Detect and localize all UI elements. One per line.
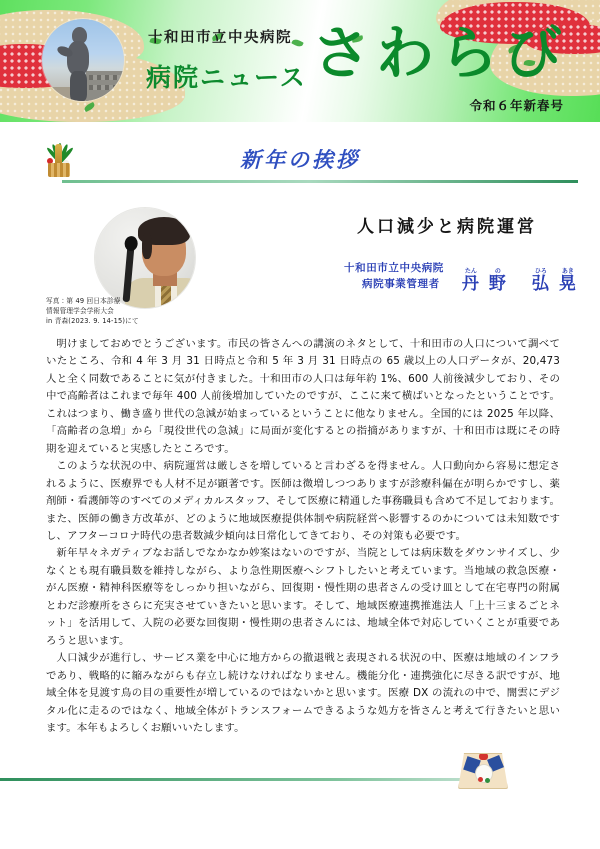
hagoita-red-dot — [478, 777, 483, 782]
footer-ornament — [0, 751, 600, 791]
furigana: たん — [464, 267, 477, 275]
byline-row — [300, 260, 592, 293]
article-body — [46, 336, 560, 737]
furigana: の — [494, 267, 501, 275]
issue-label: 令和６年新春号 — [469, 98, 564, 113]
footer-divider — [0, 778, 478, 781]
section-divider — [62, 180, 578, 183]
statue-photo — [42, 19, 124, 101]
section-title: 新年の挨拶 — [240, 147, 360, 172]
author-name-char — [559, 269, 577, 293]
kanji: 晃 — [558, 273, 577, 294]
masthead-banner — [0, 0, 600, 122]
furigana: ひろ — [534, 267, 547, 275]
body-paragraph: 新年早々ネガティブなお話しでなかなか妙案はないのですが、当院としては病床数をダウンサイズし、少なくとも現有職員数を維持しながら、より急性期医療へシフトしたいと考えています。当地域の救急医療・がん医療・精神科医療等をしっかり担いながら、回復期・慢性期の患者さんの受け皿として在宅専門の附属とわだ診療所をさらに充実させていきたいと思います。そして、地域医療連携推進法人「上十三まるごとネット」を活用して、入院の必要な回復期・慢性期の患者さんには、地域全体で対応していくことが重要であろうと思います。 — [46, 547, 560, 647]
furigana: あき — [561, 267, 574, 275]
kanji: 弘 — [531, 273, 550, 294]
hagoita-new-year-icon — [458, 753, 508, 789]
newsletter-title: さわらび — [312, 19, 569, 87]
author-name-char — [489, 269, 507, 293]
byline-position: 病院事業管理者 — [362, 278, 440, 291]
author-name-char — [532, 269, 550, 293]
byline-org-column — [322, 260, 444, 293]
statue-legs — [70, 71, 87, 101]
article-byline — [300, 260, 592, 293]
photo-caption-line: 情報管理学会学術大会 — [46, 307, 114, 316]
kanji: 野 — [488, 273, 507, 294]
statue-torso — [67, 41, 89, 75]
kanji: 丹 — [461, 273, 480, 294]
newsletter-label: 病院ニュース — [146, 63, 307, 92]
byline-organization: 十和田市立中央病院 — [344, 262, 444, 274]
body-paragraph: このような状況の中、病院運営は厳しさを増していると言わざるを得ません。人口動向から容易に想定されるように、医療界でも人材不足が顕著です。医師は微増しつつありますが診療科偏在が明らかですし、薬剤師・看護師等のすべてのメディカルスタッフ、そして医療に精通した事務職員も含めて不足しております。また、医師の働き方改革が、どのように地域医療提供体制や病院経営へ影響するのかについては未知数ですし、アフターコロナ時代の患者数減少傾向は日常化してきており、その対策も必要です。 — [46, 460, 560, 542]
section-band — [0, 138, 600, 194]
author-portrait-photo — [95, 208, 195, 308]
hagoita-top-accent — [479, 753, 488, 760]
body-paragraph: 明けましておめでとうございます。市民の皆さんへの講演のネタとして、十和田市の人口について調べていたところ、令和 4 年 3 月 31 日時点と令和 5 年 3 月 31 日時点の 65 歳以上の人口データが、20,473 人と全く同数であることに気が付きました。十和田市の人口は毎年約 1%、600 人前後減少しており、その中で高齢者はこれまで毎年 400 人前後増加していたのですが、ここに来て横ばいとなったということです。これはつまり、働き盛り世代の急減が始まっているということに他なりません。全国的には 2025 年以降、「高齢者の急増」から「現役世代の急減」に局面が変化するとの指摘がありますが、十和田市は既にその時期を迎えていると実感したところです。 — [46, 338, 560, 455]
author-name-char — [462, 269, 480, 293]
author-name — [462, 269, 577, 293]
article-title: 人口減少と病院運営 — [357, 217, 537, 237]
photo-caption — [46, 296, 181, 327]
photo-caption-line: 写真：第 49 回日本診療 — [46, 297, 121, 305]
portrait-hair — [138, 217, 190, 245]
photo-caption-line: in 青森(2023. 9. 14-15)にて — [46, 317, 139, 326]
hospital-name: 十和田市立中央病院 — [148, 30, 292, 46]
leaf-icon — [291, 38, 304, 48]
body-paragraph: 人口減少が進行し、サービス業を中心に地方からの撤退戦と表現される状況の中、医療は地域のインフラであり、戦略的に縮みながらも存立し続けなければなりません。機能分化・連携強化に尽きる訳ですが、地域全体を見渡す鳥の目の重要性が増しているのではないかと思います。医療 DX の流れの中で、闇雲にデジタル化に走るのではなく、地域全体がトランスフォームできるような処方を皆さんと考えて行きたいと思います。本年もよろしくお願いいたします。 — [46, 652, 560, 734]
statue-figure — [59, 27, 99, 101]
hagoita-green-dot — [485, 778, 490, 783]
article-header — [0, 208, 600, 326]
